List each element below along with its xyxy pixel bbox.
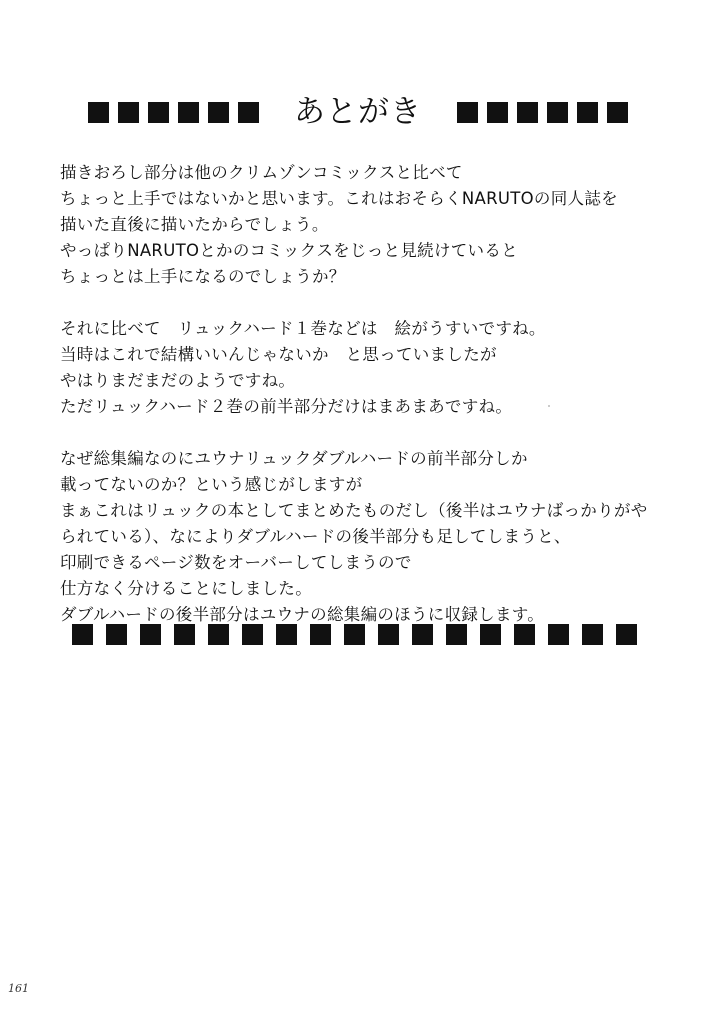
text-line: やっぱりNARUTOとかのコミックスをじっと見続けていると xyxy=(60,241,518,260)
title-left-block xyxy=(208,102,229,123)
text-line: ちょっとは上手になるのでしょうか？ xyxy=(60,267,346,286)
title-left-block xyxy=(178,102,199,123)
title-right-block xyxy=(517,102,538,123)
text-line: それに比べて リュックハード１巻などは 絵がうすいですね。 xyxy=(60,319,546,338)
bottom-divider-block xyxy=(412,624,433,645)
paragraph-gap xyxy=(60,420,680,446)
text-line: 描いた直後に描いたからでしょう。 xyxy=(60,215,329,234)
bottom-divider-block xyxy=(242,624,263,645)
title-right-block xyxy=(607,102,628,123)
scan-speck xyxy=(548,405,550,407)
paragraph-gap xyxy=(60,290,680,316)
bottom-divider-block xyxy=(174,624,195,645)
page-number: 161 xyxy=(8,982,29,995)
bottom-divider-block xyxy=(480,624,501,645)
title-left-block xyxy=(118,102,139,123)
text-line: ただリュックハード２巻の前半部分だけはまあまあですね。 xyxy=(60,397,513,416)
title-left-block xyxy=(148,102,169,123)
text-line: ちょっと上手ではないかと思います。これはおそらくNARUTOの同人誌を xyxy=(60,189,618,208)
bottom-divider-block xyxy=(344,624,365,645)
bottom-divider-block xyxy=(72,624,93,645)
bottom-divider-block xyxy=(276,624,297,645)
text-line: まぁこれはリュックの本としてまとめたものだし（後半はユウナばっかりがや xyxy=(60,501,648,520)
text-line: ダブルハードの後半部分はユウナの総集編のほうに収録します。 xyxy=(60,605,545,624)
afterword-body xyxy=(60,160,680,628)
title-right-block xyxy=(547,102,568,123)
text-line: 載ってないのか？という感じがしますが xyxy=(60,475,363,494)
title-right-blocks xyxy=(457,102,628,123)
page-title: あとがき xyxy=(294,94,422,130)
title-left-block xyxy=(238,102,259,123)
bottom-divider-blocks xyxy=(72,624,637,645)
bottom-divider-block xyxy=(106,624,127,645)
title-left-blocks xyxy=(88,102,259,123)
bottom-divider-block xyxy=(208,624,229,645)
bottom-divider-block xyxy=(140,624,161,645)
text-line: 印刷できるページ数をオーバーしてしまうので xyxy=(60,553,412,572)
bottom-divider-block xyxy=(514,624,535,645)
title-right-block xyxy=(577,102,598,123)
text-line: られている）、なによりダブルハードの後半部分も足してしまうと、 xyxy=(60,527,571,546)
bottom-divider-block xyxy=(446,624,467,645)
text-line: 仕方なく分けることにしました。 xyxy=(60,579,312,598)
text-line: やはりまだまだのようですね。 xyxy=(60,371,296,390)
bottom-divider-block xyxy=(582,624,603,645)
text-line: 当時はこれで結構いいんじゃないか と思っていましたが xyxy=(60,345,497,364)
title-right-block xyxy=(457,102,478,123)
bottom-divider-block xyxy=(378,624,399,645)
title-right-block xyxy=(487,102,508,123)
text-line: なぜ総集編なのにユウナリュックダブルハードの前半部分しか xyxy=(60,449,528,468)
title-left-block xyxy=(88,102,109,123)
bottom-divider-block xyxy=(310,624,331,645)
title-row xyxy=(88,92,628,132)
bottom-divider-block xyxy=(548,624,569,645)
bottom-divider-block xyxy=(616,624,637,645)
text-line: 描きおろし部分は他のクリムゾンコミックスと比べて xyxy=(60,163,463,182)
